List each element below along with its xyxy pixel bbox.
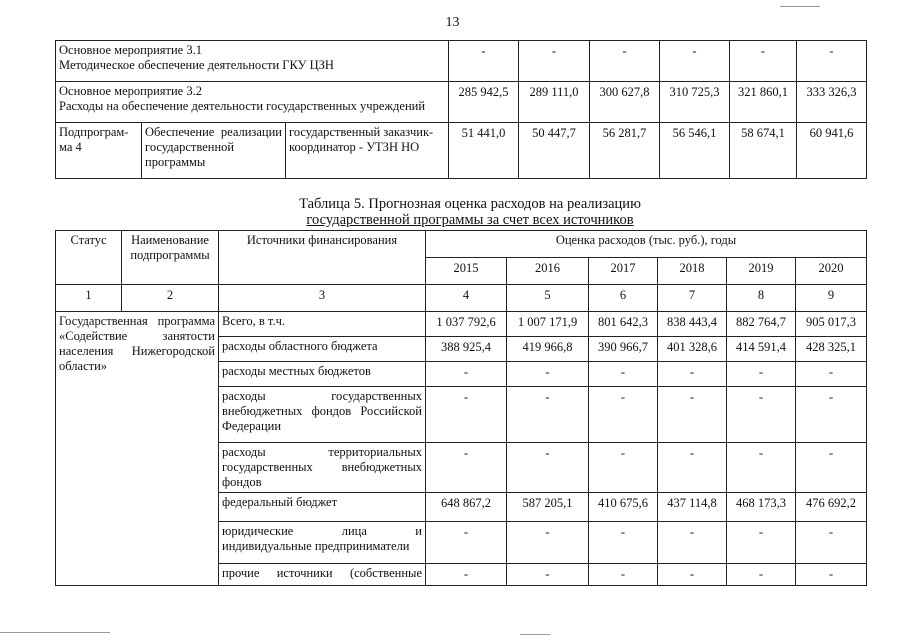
value-cell: - bbox=[727, 387, 796, 443]
column-number: 6 bbox=[589, 285, 658, 312]
value-cell: 321 860,1 bbox=[730, 82, 797, 123]
value-cell: - bbox=[426, 387, 507, 443]
header-estimate: Оценка расходов (тыс. руб.), годы bbox=[426, 231, 867, 258]
value-cell: - bbox=[590, 41, 660, 82]
value-cell: - bbox=[796, 387, 867, 443]
activity-3-2-cell bbox=[56, 82, 449, 123]
value-cell: - bbox=[507, 387, 589, 443]
value-cell: - bbox=[589, 564, 658, 586]
value-cell: - bbox=[589, 387, 658, 443]
value-cell: - bbox=[449, 41, 519, 82]
value-cell: - bbox=[796, 443, 867, 493]
value-cell: - bbox=[727, 443, 796, 493]
year-header: 2016 bbox=[507, 258, 589, 285]
value-cell: 905 017,3 bbox=[796, 312, 867, 337]
subprogram-name: Обеспечение реализации государственной программы bbox=[142, 123, 286, 179]
column-number: 1 bbox=[56, 285, 122, 312]
value-cell: - bbox=[796, 564, 867, 586]
value-cell: - bbox=[658, 362, 727, 387]
value-cell: 838 443,4 bbox=[658, 312, 727, 337]
scan-artifact bbox=[0, 632, 110, 633]
value-cell: - bbox=[507, 443, 589, 493]
value-cell: 414 591,4 bbox=[727, 337, 796, 362]
value-cell: - bbox=[796, 362, 867, 387]
value-cell: - bbox=[507, 564, 589, 586]
value-cell: 58 674,1 bbox=[730, 123, 797, 179]
value-cell: 1 007 171,9 bbox=[507, 312, 589, 337]
activity-label: Основное мероприятие 3.2 bbox=[59, 84, 202, 98]
source-label: расходы областного бюджета bbox=[219, 337, 426, 362]
value-cell: 587 205,1 bbox=[507, 493, 589, 522]
value-cell: - bbox=[658, 522, 727, 564]
value-cell: - bbox=[658, 387, 727, 443]
value-cell: - bbox=[658, 564, 727, 586]
value-cell: 60 941,6 bbox=[797, 123, 867, 179]
value-cell: - bbox=[730, 41, 797, 82]
program-status: Государственная программа «Содействие занятости населения Нижегородской области» bbox=[56, 312, 219, 586]
value-cell: 388 925,4 bbox=[426, 337, 507, 362]
continuation-table bbox=[55, 40, 867, 179]
subprogram-status: Подпрограм-ма 4 bbox=[56, 123, 142, 179]
caption-line-2: государственной программы за счет всех источников bbox=[306, 212, 634, 228]
value-cell: 51 441,0 bbox=[449, 123, 519, 179]
activity-3-1-cell bbox=[56, 41, 449, 82]
value-cell: 801 642,3 bbox=[589, 312, 658, 337]
scan-artifact bbox=[780, 6, 820, 7]
value-cell: 401 328,6 bbox=[658, 337, 727, 362]
column-number: 4 bbox=[426, 285, 507, 312]
year-header: 2017 bbox=[589, 258, 658, 285]
source-label: прочие источники (собственные bbox=[219, 564, 426, 586]
caption-line-1: Таблица 5. Прогнозная оценка расходов на реализацию bbox=[299, 196, 641, 212]
value-cell: 310 725,3 bbox=[660, 82, 730, 123]
column-number: 5 bbox=[507, 285, 589, 312]
value-cell: - bbox=[589, 362, 658, 387]
value-cell: 410 675,6 bbox=[589, 493, 658, 522]
value-cell: - bbox=[426, 443, 507, 493]
value-cell: - bbox=[507, 522, 589, 564]
value-cell: 428 325,1 bbox=[796, 337, 867, 362]
value-cell: 468 173,3 bbox=[727, 493, 796, 522]
value-cell: - bbox=[727, 362, 796, 387]
scan-artifact bbox=[520, 634, 550, 635]
activity-description: Методическое обеспечение деятельности ГКУ ЦЗН bbox=[59, 58, 334, 72]
value-cell: - bbox=[519, 41, 590, 82]
header-sources: Источники финансирования bbox=[219, 231, 426, 285]
year-header: 2018 bbox=[658, 258, 727, 285]
value-cell: - bbox=[589, 522, 658, 564]
year-header: 2015 bbox=[426, 258, 507, 285]
value-cell: 333 326,3 bbox=[797, 82, 867, 123]
value-cell: - bbox=[727, 564, 796, 586]
value-cell: - bbox=[796, 522, 867, 564]
column-number: 7 bbox=[658, 285, 727, 312]
source-label: Всего, в т.ч. bbox=[219, 312, 426, 337]
column-number: 8 bbox=[727, 285, 796, 312]
value-cell: 390 966,7 bbox=[589, 337, 658, 362]
value-cell: - bbox=[727, 522, 796, 564]
column-number: 3 bbox=[219, 285, 426, 312]
value-cell: 648 867,2 bbox=[426, 493, 507, 522]
source-label: юридические лица и индивидуальные предприниматели bbox=[219, 522, 426, 564]
table-row bbox=[56, 82, 867, 123]
value-cell: 1 037 792,6 bbox=[426, 312, 507, 337]
source-label: расходы местных бюджетов bbox=[219, 362, 426, 387]
header-status: Статус bbox=[56, 231, 122, 285]
value-cell: - bbox=[426, 564, 507, 586]
year-header: 2019 bbox=[727, 258, 796, 285]
value-cell: 882 764,7 bbox=[727, 312, 796, 337]
source-label: расходы государственных внебюджетных фондов Российской Федерации bbox=[219, 387, 426, 443]
value-cell: 437 114,8 bbox=[658, 493, 727, 522]
subprogram-source: государственный заказчик-координатор - УТЗН НО bbox=[286, 123, 449, 179]
activity-description: Расходы на обеспечение деятельности государственных учреждений bbox=[59, 99, 426, 113]
column-number: 9 bbox=[796, 285, 867, 312]
value-cell: 50 447,7 bbox=[519, 123, 590, 179]
forecast-table bbox=[55, 230, 867, 586]
value-cell: 56 281,7 bbox=[590, 123, 660, 179]
table-row bbox=[56, 123, 867, 179]
value-cell: - bbox=[658, 443, 727, 493]
value-cell: 419 966,8 bbox=[507, 337, 589, 362]
value-cell: - bbox=[426, 362, 507, 387]
value-cell: - bbox=[660, 41, 730, 82]
year-header: 2020 bbox=[796, 258, 867, 285]
column-numbers-row bbox=[56, 285, 867, 312]
header-subprogram: Наименование подпрограммы bbox=[122, 231, 219, 285]
source-label: федеральный бюджет bbox=[219, 493, 426, 522]
value-cell: 476 692,2 bbox=[796, 493, 867, 522]
value-cell: 300 627,8 bbox=[590, 82, 660, 123]
table-row bbox=[56, 312, 867, 337]
column-number: 2 bbox=[122, 285, 219, 312]
header-row bbox=[56, 231, 867, 258]
table-row bbox=[56, 41, 867, 82]
value-cell: - bbox=[589, 443, 658, 493]
value-cell: 285 942,5 bbox=[449, 82, 519, 123]
value-cell: 56 546,1 bbox=[660, 123, 730, 179]
table-caption bbox=[150, 196, 790, 228]
source-label: расходы территориальных государственных внебюджетных фондов bbox=[219, 443, 426, 493]
value-cell: - bbox=[507, 362, 589, 387]
page-number: 13 bbox=[445, 15, 460, 30]
activity-label: Основное мероприятие 3.1 bbox=[59, 43, 202, 57]
value-cell: - bbox=[797, 41, 867, 82]
value-cell: 289 111,0 bbox=[519, 82, 590, 123]
value-cell: - bbox=[426, 522, 507, 564]
